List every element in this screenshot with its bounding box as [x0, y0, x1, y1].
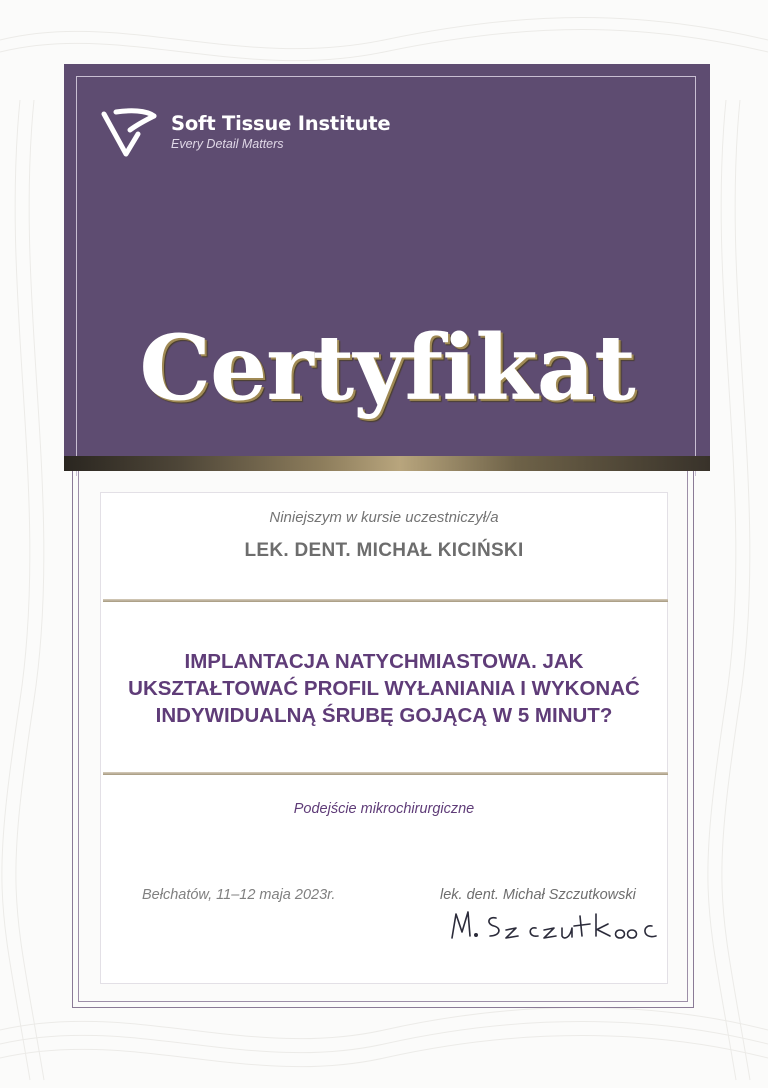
- intro-text: Niniejszym w kursie uczestniczył/a: [269, 509, 499, 526]
- gold-rule-top: [103, 599, 668, 602]
- course-title-line: UKSZTAŁTOWAĆ PROFIL WYŁANIANIA I WYKONAĆ: [128, 677, 640, 700]
- course-subtitle: Podejście mikrochirurgiczne: [293, 801, 475, 817]
- course-title-line: IMPLANTACJA NATYCHMIASTOWA. JAK: [184, 650, 584, 673]
- certificate-title: Certyfikat: [139, 315, 635, 421]
- gold-divider-bar: [64, 456, 710, 471]
- brand-tagline: Every Detail Matters: [171, 137, 284, 151]
- place-and-date: Bełchatów, 11–12 maja 2023r.: [142, 887, 336, 903]
- handwritten-signature: [444, 902, 674, 952]
- gold-rule-bottom: [103, 772, 668, 775]
- v-chevron-logo-icon: [100, 104, 158, 162]
- brand-name: Soft Tissue Institute: [171, 112, 391, 135]
- course-title-line: INDYWIDUALNĄ ŚRUBĘ GOJĄCĄ W 5 MINUT?: [155, 704, 613, 727]
- course-title: [100, 648, 668, 729]
- participant-name: LEK. DENT. MICHAŁ KICIŃSKI: [244, 540, 524, 561]
- signer-name: lek. dent. Michał Szczutkowski: [440, 887, 636, 903]
